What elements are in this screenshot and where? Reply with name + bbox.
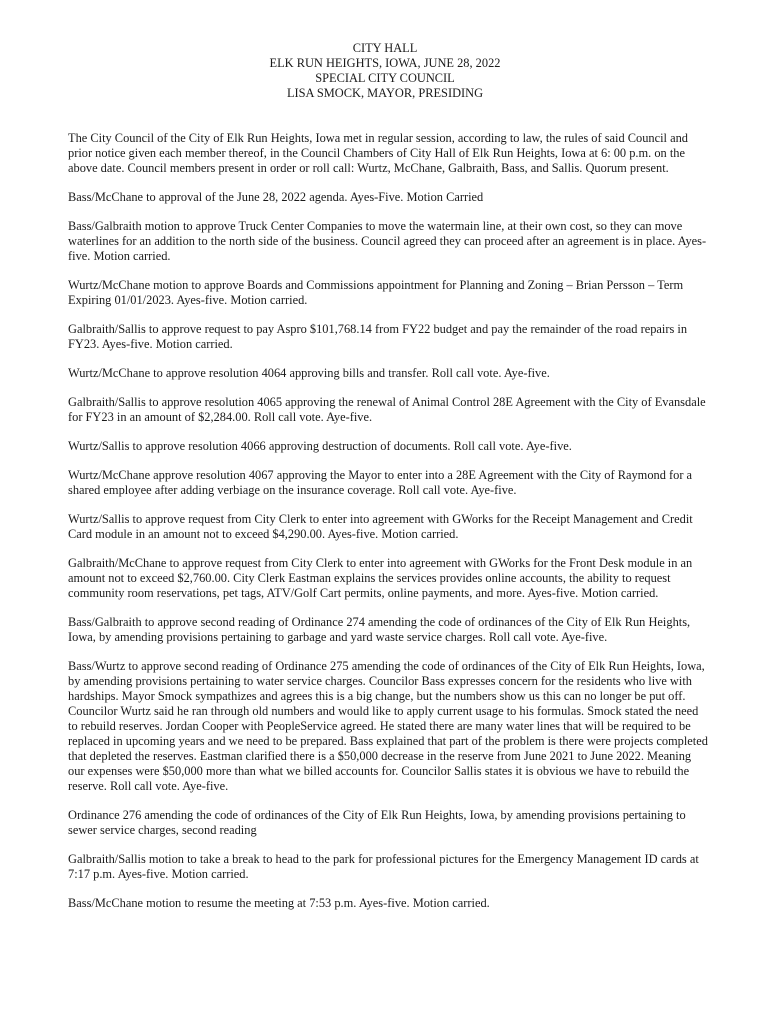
paragraph-break: Galbraith/Sallis motion to take a break to head to the park for professional pictures for the Emergency Management ID cards at 7:17 p.m. Ayes-five. Motion carried. [68, 852, 699, 881]
paragraph-resolution-4065: Galbraith/Sallis to approve resolution 4065 approving the renewal of Animal Control 28E Agreement with the City of Evansdale for FY23 in an amount of $2,284.00. Roll call vote. Aye-five. [68, 395, 706, 424]
paragraph-boards-commissions: Wurtz/McChane motion to approve Boards and Commissions appointment for Planning and Zoning – Brian Persson – Term Expiring 01/01/2023. Ayes-five. Motion carried. [68, 278, 684, 307]
paragraph-ordinance-275: Bass/Wurtz to approve second reading of Ordinance 275 amending the code of ordinances of the City of Elk Run Heights, Iowa, by amending provisions pertaining to water service charges. Councilor Bass expresses concern for the residents who live with hardships. Mayor Smock sympathizes and agrees this is a big change, but the numbers show us this can no longer be put off. Councilor Wurtz said he ran through old numbers and would like to apply current usage to his formulas. Smock stated the need to rebuild reserves. Jordan Cooper with PeopleService agreed. He stated there are many water lines that will be required to be replaced in upcoming years and we need to be prepared. Bass explained that part of the problem is there were projects completed that depleted the reserves. Eastman clarified there is a $50,000 decrease in the reserve from June 2021 to June 2022. Meaning our expenses were $50,000 more than what we billed accounts for. Councilor Sallis states it is obvious we have to rebuild the reserve. Roll call vote. Aye-five. [68, 659, 708, 793]
header-line-presiding: LISA SMOCK, MAYOR, PRESIDING [286, 86, 484, 100]
paragraph-resume: Bass/McChane motion to resume the meeting at 7:53 p.m. Ayes-five. Motion carried. [68, 896, 490, 910]
paragraph-ordinance-274: Bass/Galbraith to approve second reading of Ordinance 274 amending the code of ordinances of the City of Elk Run Heights, Iowa, by amending provisions pertaining to garbage and yard waste service charges. Roll call vote. Aye-five. [68, 615, 691, 644]
paragraph-resolution-4064: Wurtz/McChane to approve resolution 4064 approving bills and transfer. Roll call vote. Aye-five. [68, 366, 550, 380]
document-body [68, 131, 708, 925]
paragraph-call-to-order: The City Council of the City of Elk Run Heights, Iowa met in regular session, according to law, the rules of said Council and prior notice given each member thereof, in the Council Chambers of City Hall of Elk Run Heights, Iowa at 6: 00 p.m. on the above date. Council members present in order or roll call: Wurtz, McChane, Galbraith, Bass, and Sallis. Quorum present. [68, 131, 688, 175]
paragraph-resolution-4066: Wurtz/Sallis to approve resolution 4066 approving destruction of documents. Roll call vote. Aye-five. [68, 439, 572, 453]
paragraph-resolution-4067: Wurtz/McChane approve resolution 4067 approving the Mayor to enter into a 28E Agreement with the City of Raymond for a shared employee after adding verbiage on the insurance coverage. Roll call vote. Aye-five. [68, 468, 693, 497]
paragraph-agenda: Bass/McChane to approval of the June 28, 2022 agenda. Ayes-Five. Motion Carried [68, 190, 484, 204]
paragraph-aspro-payment: Galbraith/Sallis to approve request to pay Aspro $101,768.14 from FY22 budget and pay the remainder of the road repairs in FY23. Ayes-five. Motion carried. [68, 322, 688, 351]
document-header [0, 41, 770, 101]
header-line-location-date: ELK RUN HEIGHTS, IOWA, JUNE 28, 2022 [269, 56, 501, 70]
paragraph-ordinance-276: Ordinance 276 amending the code of ordinances of the City of Elk Run Heights, Iowa, by amending provisions pertaining to sewer service charges, second reading [68, 808, 686, 837]
paragraph-gworks-front-desk: Galbraith/McChane to approve request from City Clerk to enter into agreement with GWorks for the Front Desk module in an amount not to exceed $2,760.00. City Clerk Eastman explains the services provides online accounts, the ability to request community room reservations, pet tags, ATV/Golf Cart permits, online payments, and more. Ayes-five. Motion carried. [68, 556, 693, 600]
header-line-city-hall: CITY HALL [352, 41, 418, 55]
paragraph-gworks-receipt: Wurtz/Sallis to approve request from City Clerk to enter into agreement with GWorks for the Receipt Management and Credit Card module in an amount not to exceed $4,290.00. Ayes-five. Motion carried. [68, 512, 693, 541]
paragraph-truck-center: Bass/Galbraith motion to approve Truck Center Companies to move the watermain line, at their own cost, so they can move waterlines for an addition to the north side of the business. Council agreed they can proceed after an agreement is in place. Ayes-five. Motion carried. [68, 219, 707, 263]
header-line-meeting-type: SPECIAL CITY COUNCIL [315, 71, 455, 85]
